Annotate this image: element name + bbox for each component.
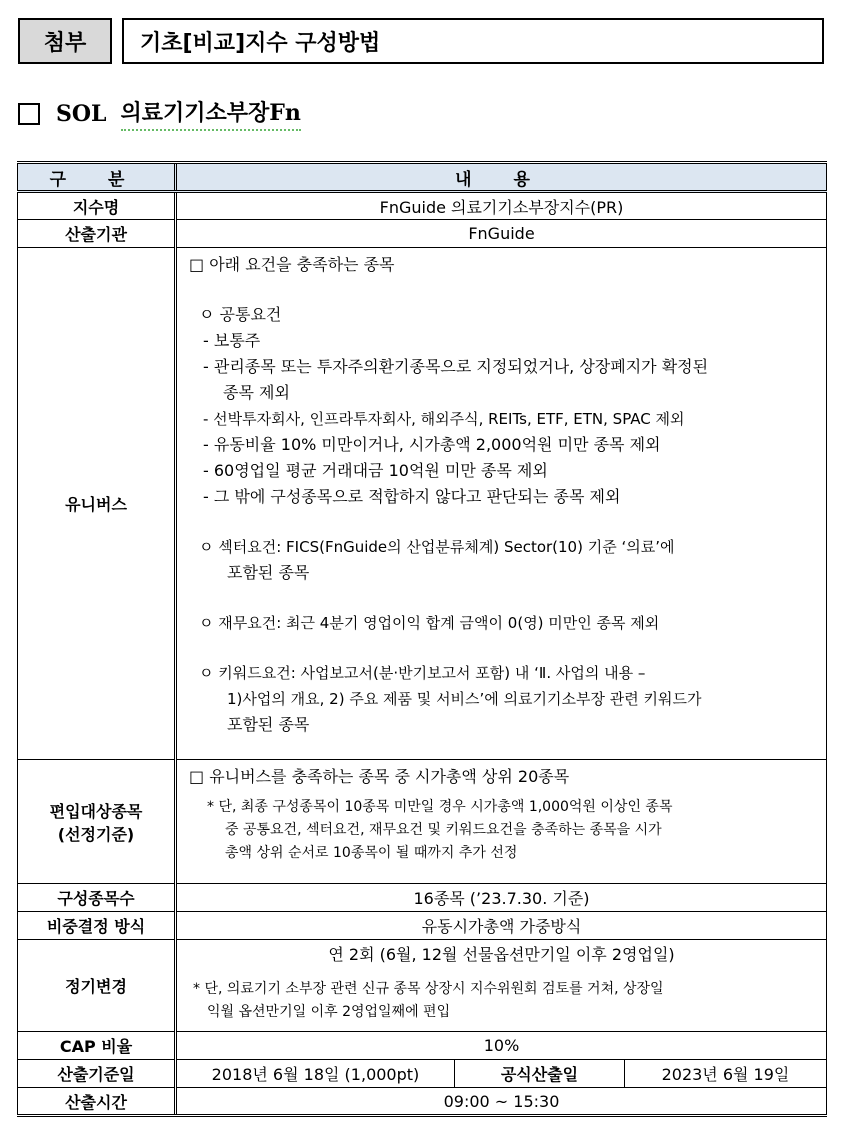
table-row (18, 912, 827, 940)
section-heading (18, 96, 301, 131)
table-row (18, 884, 827, 912)
cap-value: 10% (176, 1032, 827, 1060)
selection-note-cont: 총액 상위 순서로 10종목이 될 때까지 추가 선정 (225, 845, 518, 861)
list-item: - 60영업일 평균 거래대금 10억원 미만 종목 제외 (203, 461, 548, 480)
attachment-tag (18, 18, 112, 64)
list-item: 종목 제외 (223, 383, 290, 402)
selection-label-line2: (선정기준) (57, 824, 135, 844)
table-row (18, 1088, 827, 1116)
calc-time-value: 09:00 ~ 15:30 (176, 1088, 827, 1116)
common-requirement-title: ㅇ 공통요건 (199, 305, 282, 324)
sector-requirement-cont: 포함된 종목 (227, 563, 310, 582)
list-item: - 보통주 (203, 331, 261, 350)
calc-time-label: 산출시간 (18, 1088, 176, 1116)
count-value: 16종목 (’23.7.30. 기준) (176, 884, 827, 912)
rebalance-note-cont: 익월 옵션만기일 이후 2영업일째에 편입 (207, 1004, 451, 1020)
selection-note: * 단, 최종 구성종목이 10종목 미만일 경우 시가총액 1,000억원 이상인 종목 (207, 799, 673, 815)
index-name-label: 지수명 (18, 192, 176, 220)
rebalance-label: 정기변경 (18, 940, 176, 1032)
universe-intro: □ 아래 요건을 충족하는 종목 (189, 255, 395, 274)
document-title-text: 기초[비교]지수 구성방법 (140, 30, 381, 56)
list-item: - 선박투자회사, 인프라투자회사, 해외주식, REITs, ETF, ETN, SPAC 제외 (203, 410, 685, 428)
index-name-value: FnGuide 의료기기소부장지수(PR) (176, 192, 827, 220)
selection-label (18, 760, 176, 884)
finance-requirement: ㅇ 재무요건: 최근 4분기 영업이익 합계 금액이 0(영) 미만인 종목 제외 (199, 614, 660, 632)
list-item: - 유동비율 10% 미만이거나, 시가총액 2,000억원 미만 종목 제외 (203, 435, 661, 454)
index-method-table (17, 161, 827, 1117)
col-label-header: 구 분 (18, 163, 176, 192)
universe-label: 유니버스 (18, 248, 176, 760)
attachment-tag-label: 첨부 (43, 30, 87, 56)
rebalance-content (176, 940, 827, 1032)
official-date-label: 공식산출일 (454, 1060, 624, 1088)
table-row (18, 248, 827, 760)
table-row (18, 1060, 827, 1088)
table-row (18, 220, 827, 248)
calc-agency-value: FnGuide (176, 220, 827, 248)
section-name-ko: 의료기기소부장Fn (121, 96, 301, 131)
table-row (18, 1032, 827, 1060)
selection-content (176, 760, 827, 884)
table-header-row (18, 163, 827, 192)
selection-note-cont: 중 공통요건, 섹터요건, 재무요건 및 키워드요건을 충족하는 종목을 시가 (225, 822, 662, 838)
table-row (18, 940, 827, 1032)
keyword-requirement: ㅇ 키워드요건: 사업보고서(분·반기보고서 포함) 내 ‘Ⅱ. 사업의 내용 – (199, 664, 646, 682)
list-item: - 관리종목 또는 투자주의환기종목으로 지정되었거나, 상장폐지가 확정된 (203, 357, 709, 376)
cap-label: CAP 비율 (18, 1032, 176, 1060)
base-date-value: 2018년 6월 18일 (1,000pt) (176, 1060, 455, 1088)
list-item: - 그 밖에 구성종목으로 적합하지 않다고 판단되는 종목 제외 (203, 487, 621, 506)
rebalance-main: 연 2회 (6월, 12월 선물옵션만기일 이후 2영업일) (328, 945, 675, 964)
selection-main: □ 유니버스를 충족하는 종목 중 시가총액 상위 20종목 (189, 767, 570, 786)
checkbox-square-icon (18, 103, 40, 125)
col-content-header: 내 용 (176, 163, 827, 192)
official-date-value: 2023년 6월 19일 (624, 1060, 826, 1088)
weighting-value: 유동시가총액 가중방식 (176, 912, 827, 940)
section-name-en: SOL (56, 100, 107, 127)
document-title (122, 18, 824, 64)
table-row (18, 192, 827, 220)
base-date-label: 산출기준일 (18, 1060, 176, 1088)
rebalance-note: * 단, 의료기기 소부장 관련 신규 종목 상장시 지수위원회 검토를 거쳐, 상장일 (193, 981, 664, 997)
count-label: 구성종목수 (18, 884, 176, 912)
keyword-requirement-cont: 1)사업의 개요, 2) 주요 제품 및 서비스’에 의료기기소부장 관련 키워드가 (227, 690, 702, 708)
keyword-requirement-cont: 포함된 종목 (227, 715, 310, 734)
universe-content (176, 248, 827, 760)
sector-requirement: ㅇ 섹터요건: FICS(FnGuide의 산업분류체계) Sector(10) 기준 ‘의료’에 (199, 538, 675, 556)
selection-label-line1: 편입대상종목 (49, 801, 143, 821)
calc-agency-label: 산출기관 (18, 220, 176, 248)
weighting-label: 비중결정 방식 (18, 912, 176, 940)
table-row (18, 760, 827, 884)
